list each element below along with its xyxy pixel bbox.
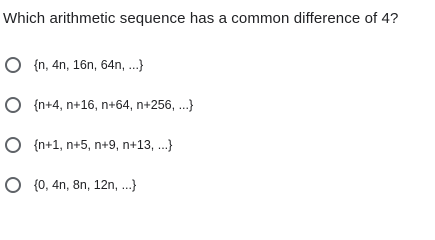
question-text: Which arithmetic sequence has a common difference of 4? xyxy=(3,10,399,27)
answer-option-2[interactable] xyxy=(0,91,435,119)
radio-button-icon[interactable] xyxy=(5,177,21,193)
answer-option-3[interactable] xyxy=(0,131,435,159)
radio-button-icon[interactable] xyxy=(5,57,21,73)
answer-option-label: {n+4, n+16, n+64, n+256, ...} xyxy=(34,98,194,112)
answer-option-label: {n+1, n+5, n+9, n+13, ...} xyxy=(34,138,173,152)
answer-option-1[interactable] xyxy=(0,51,435,79)
radio-button-icon[interactable] xyxy=(5,137,21,153)
radio-button-icon[interactable] xyxy=(5,97,21,113)
answer-option-label: {0, 4n, 8n, 12n, ...} xyxy=(34,178,137,192)
answer-option-label: {n, 4n, 16n, 64n, ...} xyxy=(34,58,144,72)
answer-option-4[interactable] xyxy=(0,171,435,199)
